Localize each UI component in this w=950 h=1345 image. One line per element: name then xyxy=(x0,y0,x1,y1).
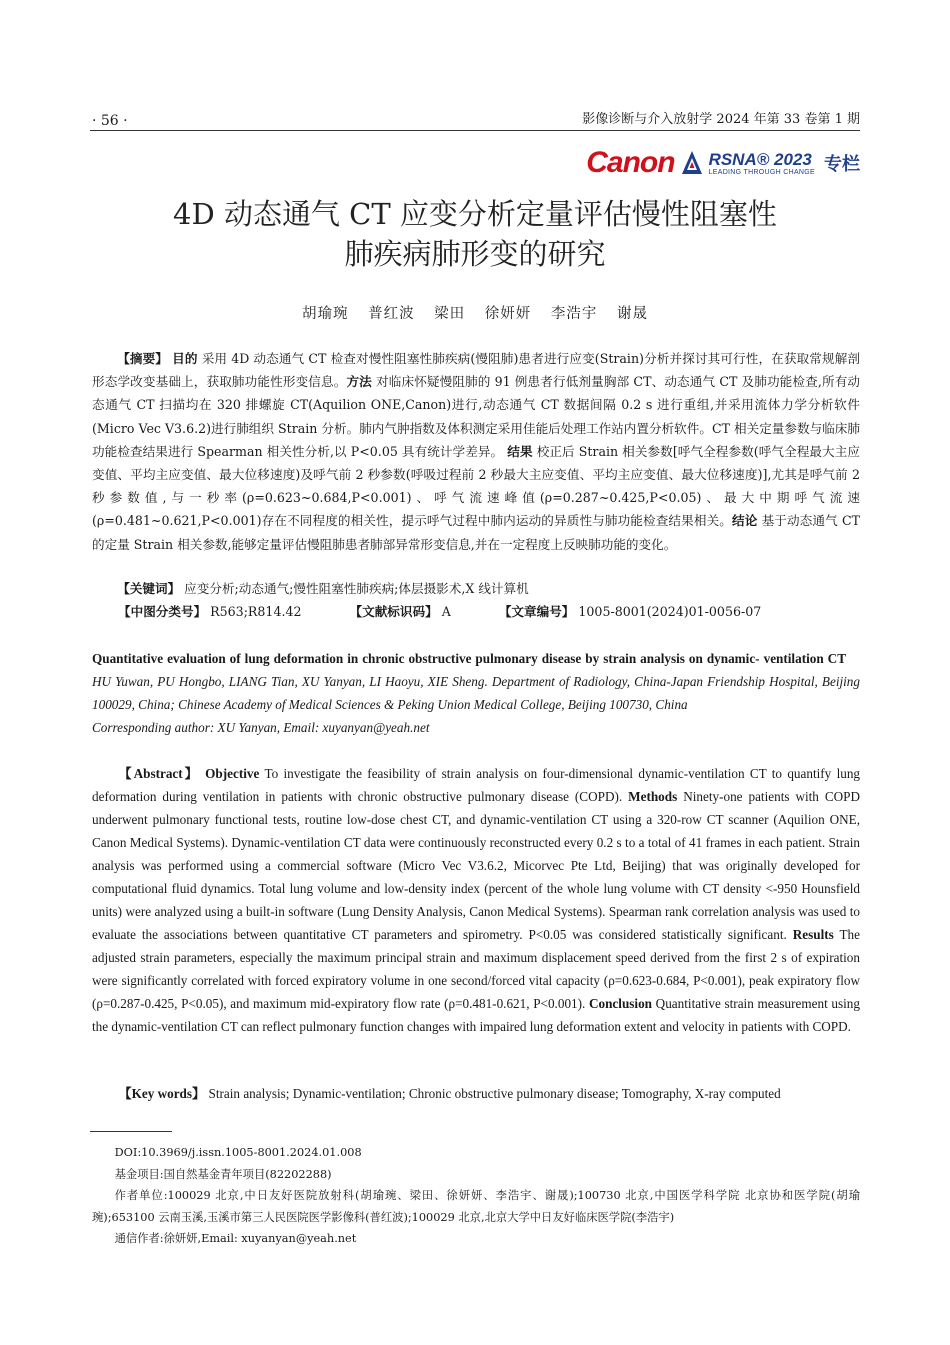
results-en: The adjusted strain parameters, especially the maximum principal strain and maximum displacement speed derived from the first 2 s of expiration were significantly correlated with forced expiratory volume in one second/forced vital capacity (ρ=0.623-0.684, P<0.001), peak expiratory flow (ρ=0.287-0.425, P<0.05), and maximum mid-expiratory flow rate (ρ=0.481-0.621, P<0.001). xyxy=(92,927,861,1011)
objective-cn: 采用 4D 动态通气 CT 检查对慢性阻塞性肺疾病(慢阻肺)患者进行应变(Strain)分析并探讨其可行性，在获取常规解剖形态学改变基础上，获取肺功能性形变信息。 xyxy=(92,351,861,390)
author-affiliations: 作者单位:100029 北京,中日友好医院放射科(胡瑜琬、梁田、徐妍妍、李浩宇、谢晟);100730 北京,中国医学科学院 北京协和医学院(胡瑜琬);653100 云南玉溪,玉溪市第三人民医院医学影像科(普红波);100029 北京,北京大学中日友好临床医学院(李浩宇) xyxy=(92,1189,860,1224)
objective-en: To investigate the feasibility of strain analysis on four-dimensional dynamic-ventilation CT to quantify lung deformation during ventilation in patients with chronic obstructive pulmonary disease (COPD). xyxy=(92,766,861,804)
english-title-1: Quantitative evaluation of lung deformation in chronic obstructive pulmonary disease by strain analysis on dynamic- xyxy=(92,651,760,666)
journal-header: 影像诊断与介入放射学 2024 年第 33 卷第 1 期 xyxy=(582,112,860,127)
abstract-cn-label: 【摘要】 xyxy=(117,351,169,366)
sponsor-banner xyxy=(586,146,860,180)
doi: DOI:10.3969/j.issn.1005-8001.2024.01.008 xyxy=(114,1146,362,1159)
article-number-label: 【文章编号】 xyxy=(498,604,575,619)
classification-row xyxy=(118,600,860,623)
conclusion-cn: 基于动态通气 CT 的定量 Strain 相关参数,能够定量评估慢阻肺患者肺部异常形变信息,并在一定程度上反映肺功能的变化。 xyxy=(92,513,860,552)
paper-title xyxy=(0,194,950,274)
rsna-logo: RSNA® 2023 LEADING THROUGH CHANGE xyxy=(708,149,815,176)
abstract-en xyxy=(92,762,860,1038)
rsna-year: 2023 xyxy=(773,149,812,169)
corresponding-author: Corresponding author: XU Yanyan, Email: xuyanyan@yeah.net xyxy=(92,720,430,735)
rsna-triangle-icon xyxy=(681,150,703,176)
results-cn-label: 结果 xyxy=(507,443,533,459)
rsna-tagline: LEADING THROUGH CHANGE xyxy=(708,168,815,176)
rsna-text: RSNA xyxy=(708,149,757,169)
title-line-1: 4D 动态通气 CT 应变分析定量评估慢性阻塞性 xyxy=(173,197,777,231)
page-number: · 56 · xyxy=(92,113,128,129)
footnote-rule xyxy=(90,1131,172,1132)
keywords-en-text: Strain analysis; Dynamic-ventilation; Chronic obstructive pulmonary disease; Tomography, X-ray computed xyxy=(208,1086,781,1101)
footnotes xyxy=(92,1142,860,1250)
objective-en-label: Objective xyxy=(205,766,260,781)
clc-value: R563;R814.42 xyxy=(210,604,302,619)
doc-code-label: 【文献标识码】 xyxy=(349,604,438,619)
results-en-label: Results xyxy=(792,927,834,942)
correspondence: 通信作者:徐妍妍,Email: xuyanyan@yeah.net xyxy=(114,1232,357,1245)
canon-logo: Canon xyxy=(586,146,675,179)
keywords-cn-label: 【关键词】 xyxy=(117,581,181,596)
abstract-en-label: 【Abstract】 xyxy=(118,766,200,781)
methods-en: Ninety-one patients with COPD underwent pulmonary functional tests, routine low-dose chest CT, and dynamic-ventilation CT using a 320-row CT scanner (Aquilion ONE, Canon Medical Systems). Dynamic-ventilation CT data were continuously reconstructed every 0.2 s to a total of 41 frames in each patient. Strain analysis was performed using a commercial software (Micro Vec V3.6.2, Micorvec Pte Ltd, Beijing) that was originally developed for computational fluid dynamics. Total lung volume and low-density index (percent of the whole lung volume with CT density <-950 Hounsfield units) were analyzed using a built-in software (Lung Density Analysis, Canon Medical Systems). Spearman rank correlation analysis was used to evaluate the associations between quantitative CT parameters and spirometry. P<0.05 was considered statistically significant. xyxy=(92,789,861,942)
methods-cn-label: 方法 xyxy=(346,374,372,390)
column-label: 专栏 xyxy=(824,154,860,175)
english-title-2: ventilation CT xyxy=(763,651,846,666)
article-number-value: 1005-8001(2024)01-0056-07 xyxy=(578,604,762,619)
keywords-en-label: 【Key words】 xyxy=(118,1086,206,1101)
results-cn: 校正后 Strain 相关参数[呼气全程参数(呼气全程最大主应变值、平均主应变值、最大位移速度)及呼气前 2 秒参数(呼吸过程前 2 秒最大主应变值、平均主应变值、最大位移速度)],尤其是呼气前 2 秒参数值,与一秒率(ρ=0.623~0.684,P<0.001)、呼气流速峰值(ρ=0.287~0.425,P<0.05)、最大中期呼气流速(ρ=0.481~0.621,P<0.001)存在不同程度的相关性，提示呼气过程中肺内运动的异质性与肺功能检查结果相关。 xyxy=(92,443,860,529)
title-line-2: 肺疾病肺形变的研究 xyxy=(344,237,606,271)
methods-en-label: Methods xyxy=(628,789,678,804)
author-list: 胡瑜琬 普红波 梁田 徐妍妍 李浩宇 谢晟 xyxy=(301,306,649,322)
conclusion-cn-label: 结论 xyxy=(732,513,758,529)
keywords-cn-text: 应变分析;动态通气;慢性阻塞性肺疾病;体层摄影术,X 线计算机 xyxy=(184,581,529,596)
english-affiliation: HU Yuwan, PU Hongbo, LIANG Tian, XU Yanyan, LI Haoyu, XIE Sheng. Department of Radiology, China-Japan Friendship Hospital, Beijing 100029, China; Chinese Academy of Medical Sciences & Peking Union Medical College, Beijing 100730, China xyxy=(92,674,860,712)
doc-code-value: A xyxy=(441,604,451,619)
keywords-cn xyxy=(92,577,860,600)
header-rule xyxy=(90,130,860,131)
abstract-cn xyxy=(92,347,860,556)
english-header xyxy=(92,647,860,739)
conclusion-en-label: Conclusion xyxy=(588,996,653,1011)
clc-label: 【中图分类号】 xyxy=(118,604,207,619)
objective-cn-label: 目的 xyxy=(172,351,198,366)
fund: 基金项目:国自然基金青年项目(82202288) xyxy=(114,1167,332,1181)
methods-cn: 对临床怀疑慢阻肺的 91 例患者行低剂量胸部 CT、动态通气 CT 及肺功能检查,所有动态通气 CT 扫描均在 320 排螺旋 CT(Aquilion ONE,Canon)进行,动态通气 CT 数据间隔 0.2 s 进行重组,并采用流体力学分析软件(Micro Vec V3.6.2)进行肺组织 Strain 分析。肺内气肿指数及体积测定采用佳能后处理工作站内置分析软件。CT 相关定量参数与临床肺功能检查结果进行 Spearman 相关性分析,以 P<0.05 具有统计学差异。 xyxy=(92,374,861,459)
conclusion-en: Quantitative strain measurement using the dynamic-ventilation CT can reflect pulmonary function changes with impaired lung deformation extent and velocity in patients with COPD. xyxy=(92,996,860,1034)
keywords-en xyxy=(92,1082,860,1105)
